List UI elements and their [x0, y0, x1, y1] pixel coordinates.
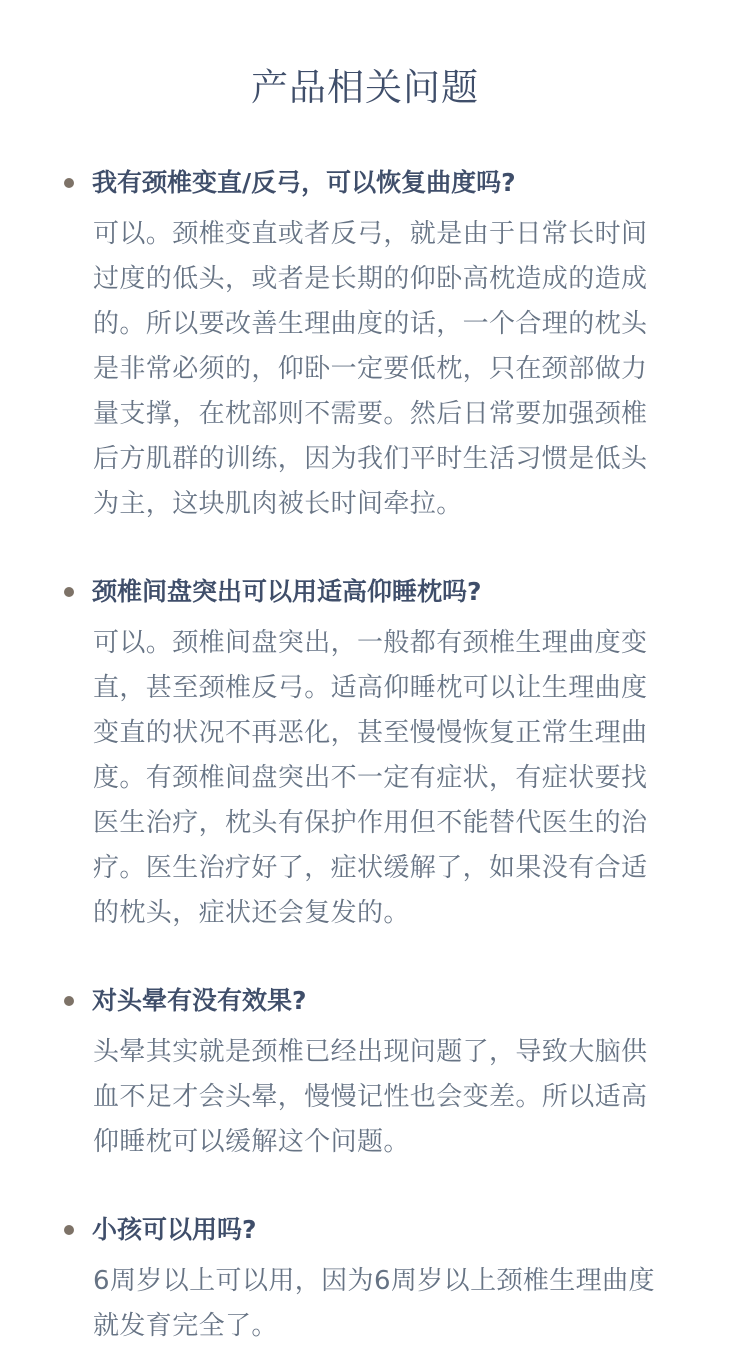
faq-question-text: 小孩可以用吗? — [92, 1215, 257, 1244]
bullet-dot-icon — [64, 178, 74, 188]
faq-question — [0, 166, 730, 200]
faq-question — [0, 1213, 730, 1247]
bullet-dot-icon — [64, 1225, 74, 1235]
faq-question-text: 颈椎间盘突出可以用适高仰睡枕吗? — [92, 577, 482, 606]
bullet-dot-icon — [64, 996, 74, 1006]
faq-question-text: 对头晕有没有效果? — [92, 986, 307, 1015]
faq-answer: 可以。颈椎间盘突出，一般都有颈椎生理曲度变直，甚至颈椎反弓。适高仰睡枕可以让生理曲度变直的状况不再恶化，甚至慢慢恢复正常生理曲度。有颈椎间盘突出不一定有症状，有症状要找医生治疗，枕头有保护作用但不能替代医生的治疗。医生治疗好了，症状缓解了，如果没有合适的枕头，症状还会复发的。 — [93, 628, 648, 928]
faq-answer: 头晕其实就是颈椎已经出现问题了，导致大脑供血不足才会头晕，慢慢记性也会变差。所以适高仰睡枕可以缓解这个问题。 — [93, 1037, 648, 1157]
faq-question — [0, 984, 730, 1018]
faq-list — [0, 166, 730, 1349]
faq-item — [0, 575, 730, 936]
faq-item — [0, 984, 730, 1165]
page-title: 产品相关问题 — [251, 66, 479, 109]
faq-item — [0, 166, 730, 527]
bullet-dot-icon — [64, 587, 74, 597]
faq-question-text: 我有颈椎变直/反弓，可以恢复曲度吗? — [92, 168, 516, 197]
faq-answer: 可以。颈椎变直或者反弓，就是由于日常长时间过度的低头，或者是长期的仰卧高枕造成的造成的。所以要改善生理曲度的话，一个合理的枕头是非常必须的，仰卧一定要低枕，只在颈部做力量支撑，在枕部则不需要。然后日常要加强颈椎后方肌群的训练，因为我们平时生活习惯是低头为主，这块肌肉被长时间牵拉。 — [93, 219, 648, 519]
faq-question — [0, 575, 730, 609]
faq-answer: 6周岁以上可以用，因为6周岁以上颈椎生理曲度就发育完全了。 — [93, 1266, 655, 1341]
faq-item — [0, 1213, 730, 1349]
